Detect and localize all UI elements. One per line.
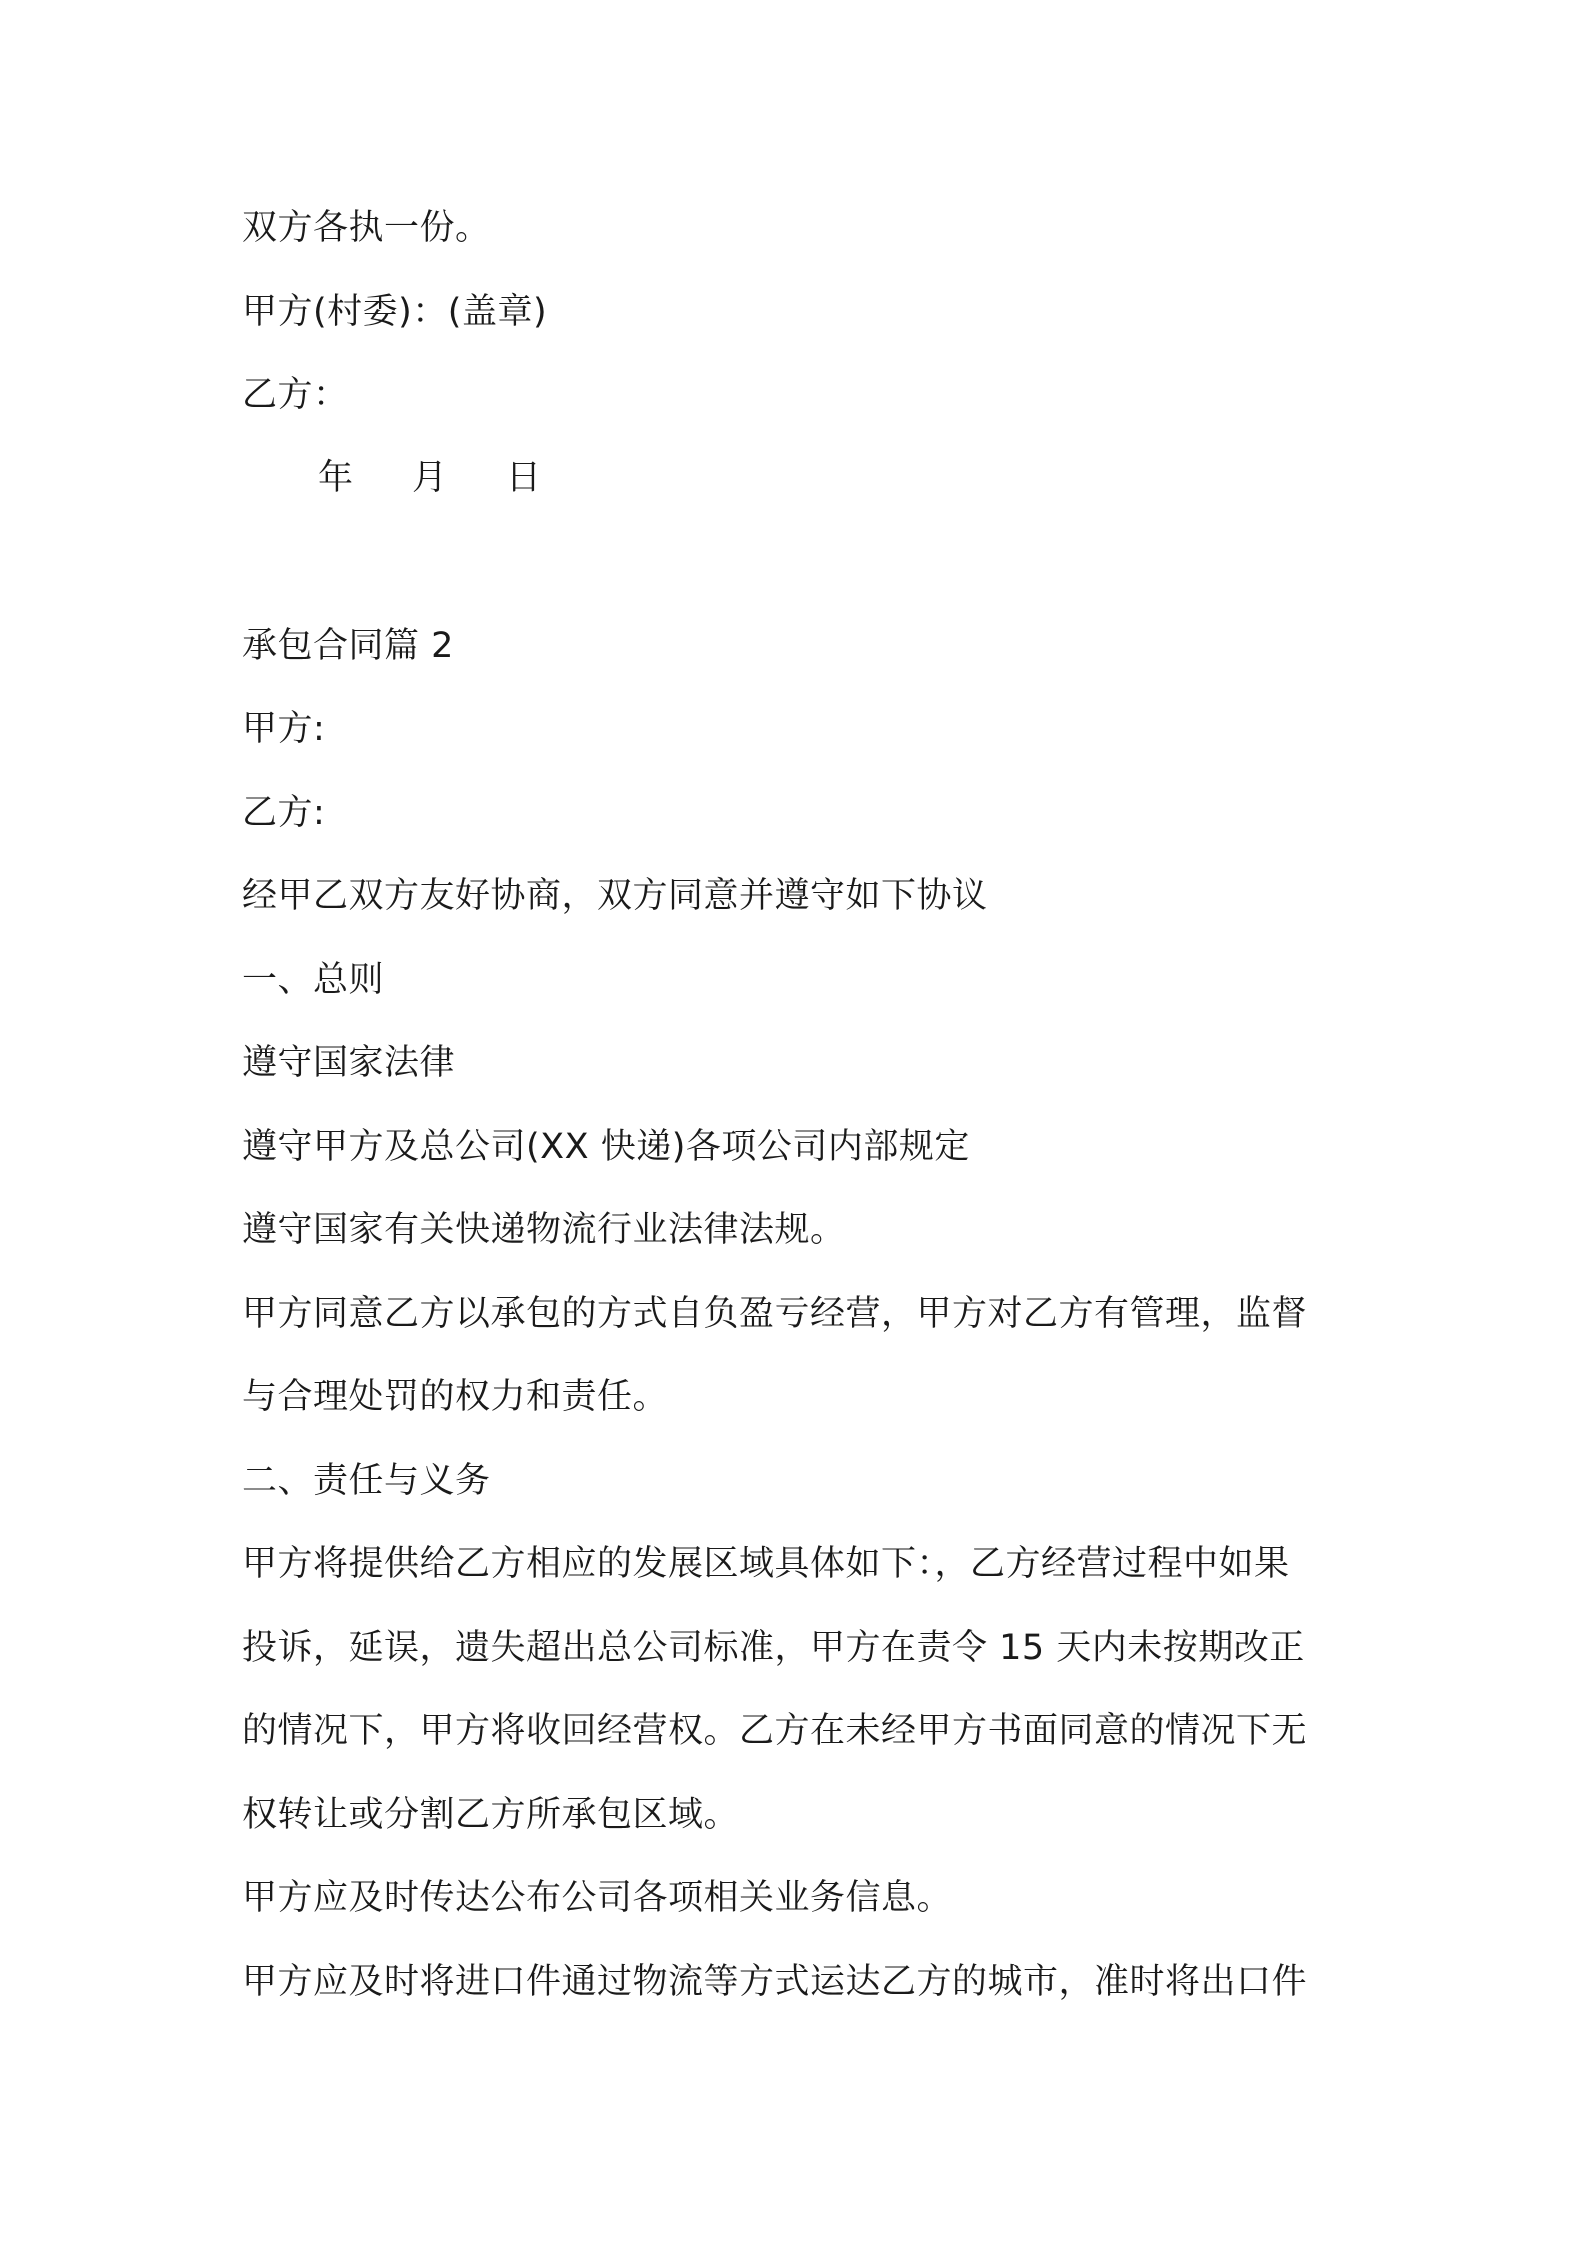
date-month-label: 月	[412, 458, 448, 498]
contract-title: 承包合同篇 2	[242, 626, 454, 666]
section1-paragraph-line: 甲方同意乙方以承包的方式自负盈亏经营，甲方对乙方有管理，监督	[242, 1294, 1308, 1334]
section2-paragraph1-line: 的情况下，甲方将收回经营权。乙方在未经甲方书面同意的情况下无	[242, 1711, 1308, 1751]
contract-party-a: 甲方:	[242, 709, 326, 749]
party-b-signature-label: 乙方：	[242, 375, 349, 415]
date-day-label: 日	[506, 458, 542, 498]
section2-paragraph1-line: 权转让或分割乙方所承包区域。	[242, 1795, 740, 1835]
section2-paragraph1-line: 甲方将提供给乙方相应的发展区域具体如下：，乙方经营过程中如果	[242, 1544, 1290, 1584]
section1-item: 遵守国家法律	[242, 1043, 456, 1083]
section2-paragraph3-line: 甲方应及时将进口件通过物流等方式运达乙方的城市，准时将出口件	[242, 1962, 1308, 2002]
copies-text: 双方各执一份。	[242, 208, 491, 248]
section2-paragraph2: 甲方应及时传达公布公司各项相关业务信息。	[242, 1878, 953, 1918]
party-a-signature-label: 甲方(村委)：(盖章)	[242, 292, 548, 332]
contract-party-b: 乙方:	[242, 793, 326, 833]
section1-item: 遵守甲方及总公司(XX 快递)各项公司内部规定	[242, 1127, 970, 1167]
contract-intro: 经甲乙双方友好协商，双方同意并遵守如下协议	[242, 876, 988, 916]
date-year-label: 年	[318, 458, 354, 498]
section2-heading: 二、责任与义务	[242, 1461, 491, 1501]
section1-item: 遵守国家有关快递物流行业法律法规。	[242, 1210, 846, 1250]
section1-heading: 一、总则	[242, 960, 385, 1000]
section2-paragraph1-line: 投诉，延误，遗失超出总公司标准，甲方在责令 15 天内未按期改正	[242, 1628, 1305, 1668]
section1-paragraph-line: 与合理处罚的权力和责任。	[242, 1377, 669, 1417]
date-line	[0, 456, 1586, 500]
